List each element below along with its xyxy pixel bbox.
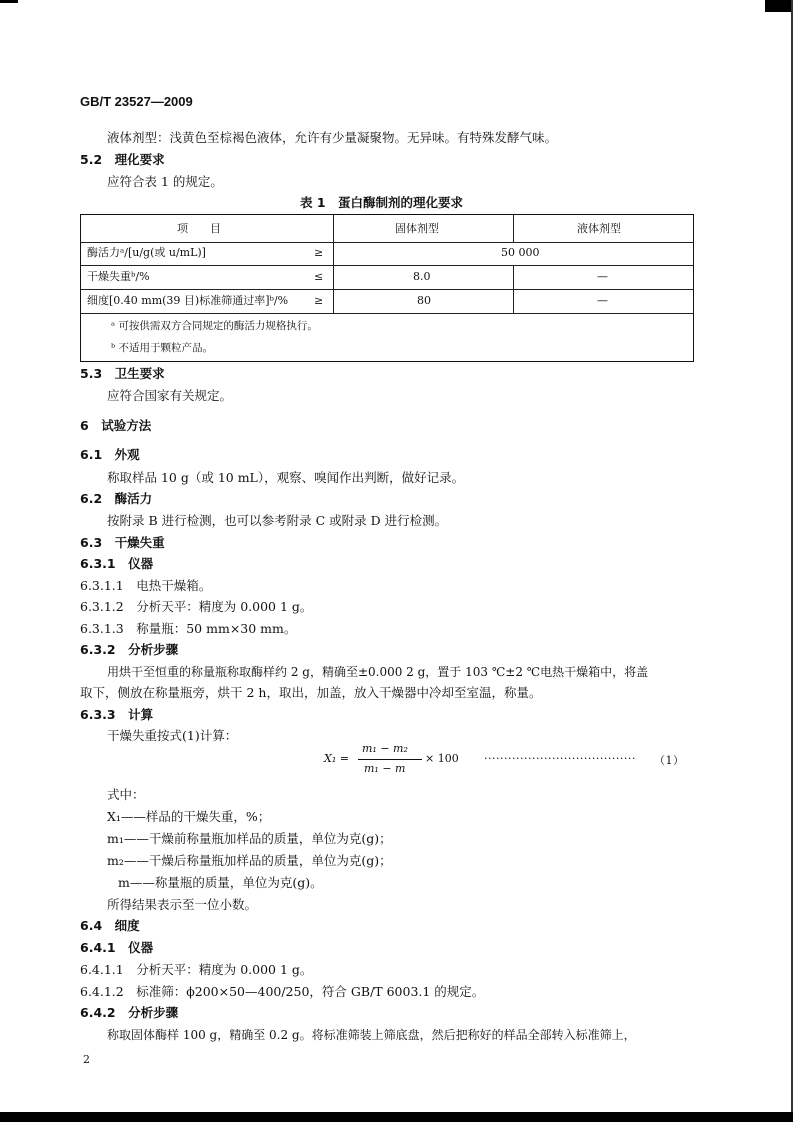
- table-note: ᵃ 可按供需双方合同规定的酶活力规格执行。: [111, 320, 318, 332]
- paragraph: 应符合表 1 的规定。: [107, 174, 223, 189]
- table-cell-item: 细度[0.40 mm(39 目)标准筛通过率]ᵇ/%: [87, 294, 289, 307]
- paragraph: 6.3.1.1 电热干燥箱。: [80, 578, 212, 593]
- paragraph: 用烘干至恒重的称量瓶称取酶样约 2 g，精确至±0.000 2 g，置于 103 ℃±2 ℃电热干燥箱中，将盖: [107, 665, 649, 679]
- paragraph: 取下，侧放在称量瓶旁，烘干 2 h，取出，加盖，放入干燥器中冷却至室温，称量。: [80, 685, 542, 700]
- scan-edge-mark: [765, 0, 793, 12]
- paragraph: 6.4.1.2 标准筛：ϕ200×50—400/250，符合 GB/T 6003.1 的规定。: [80, 984, 485, 999]
- section-heading: 6.4 细度: [80, 918, 140, 933]
- table-cell-item: 酶活力ᵃ/[u/g(或 u/mL)]: [87, 246, 206, 259]
- table-header: 项 目: [177, 222, 221, 235]
- section-heading: 5.2 理化要求: [80, 152, 165, 167]
- variable-def: m——称量瓶的质量，单位为克(g)。: [118, 875, 323, 890]
- standard-number: GB/T 23527—2009: [80, 94, 193, 109]
- paragraph: 称取样品 10 g（或 10 mL），观察、嗅闻作出判断，做好记录。: [107, 470, 465, 485]
- page-number: 2: [83, 1053, 90, 1066]
- section-heading: 6.3.2 分析步骤: [80, 642, 179, 657]
- table-cell-value: 50 000: [501, 246, 540, 259]
- table-cell-value: 8.0: [413, 270, 431, 283]
- table-cell-operator: ≤: [314, 270, 324, 283]
- section-heading: 6.4.2 分析步骤: [80, 1005, 179, 1020]
- section-heading: 6.3 干燥失重: [80, 535, 165, 550]
- paragraph: 6.4.1.1 分析天平：精度为 0.000 1 g。: [80, 962, 313, 977]
- table-cell-operator: ≥: [314, 246, 324, 259]
- table-cell-value: 80: [417, 294, 431, 307]
- scan-edge-mark: [0, 0, 18, 3]
- table-cell-value: —: [597, 270, 608, 283]
- paragraph: 6.3.1.2 分析天平：精度为 0.000 1 g。: [80, 599, 313, 614]
- scan-bottom-edge: [0, 1112, 793, 1122]
- section-heading: 6 试验方法: [80, 418, 152, 433]
- section-heading: 6.1 外观: [80, 447, 140, 462]
- section-heading: 6.3.3 计算: [80, 707, 154, 722]
- formula-number: （1）: [654, 754, 685, 767]
- formula-leader: ······································: [484, 752, 636, 765]
- table-header: 固体剂型: [395, 222, 439, 235]
- paragraph: 干燥失重按式(1)计算：: [107, 728, 238, 743]
- variable-def: m₂——干燥后称量瓶加样品的质量，单位为克(g)；: [107, 853, 392, 868]
- section-heading: 6.4.1 仪器: [80, 940, 154, 955]
- table-header: 液体剂型: [577, 222, 621, 235]
- section-heading: 5.3 卫生要求: [80, 366, 165, 381]
- paragraph: 所得结果表示至一位小数。: [107, 897, 258, 912]
- variable-def: m₁——干燥前称量瓶加样品的质量，单位为克(g)；: [107, 831, 392, 846]
- table-cell-operator: ≥: [314, 294, 324, 307]
- formula-lhs: X₁ =: [324, 752, 349, 765]
- paragraph: 6.3.1.3 称量瓶：50 mm×30 mm。: [80, 621, 297, 636]
- paragraph: 按附录 B 进行检测，也可以参考附录 C 或附录 D 进行检测。: [107, 513, 448, 528]
- formula-factor: × 100: [425, 752, 459, 765]
- fraction-bar: [358, 759, 422, 760]
- variable-def: X₁——样品的干燥失重，%；: [107, 809, 271, 824]
- formula-numerator: m₁ − m₂: [362, 742, 408, 755]
- table-cell-value: —: [597, 294, 608, 307]
- paragraph: 液体剂型：浅黄色至棕褐色液体，允许有少量凝聚物。无异味。有特殊发酵气味。: [107, 130, 558, 145]
- section-heading: 6.2 酶活力: [80, 491, 153, 506]
- paragraph: 称取固体酶样 100 g，精确至 0.2 g。将标准筛装上筛底盘，然后把称好的样品全部转入标准筛上，: [107, 1028, 636, 1042]
- section-heading: 6.3.1 仪器: [80, 556, 154, 571]
- requirements-table: [80, 214, 694, 362]
- paragraph: 式中：: [107, 787, 145, 802]
- table-caption: 表 1 蛋白酶制剂的理化要求: [300, 195, 464, 210]
- formula-denominator: m₁ − m: [364, 762, 406, 775]
- table-note: ᵇ 不适用于颗粒产品。: [111, 342, 214, 354]
- table-cell-item: 干燥失重ᵇ/%: [87, 270, 150, 283]
- paragraph: 应符合国家有关规定。: [107, 388, 233, 403]
